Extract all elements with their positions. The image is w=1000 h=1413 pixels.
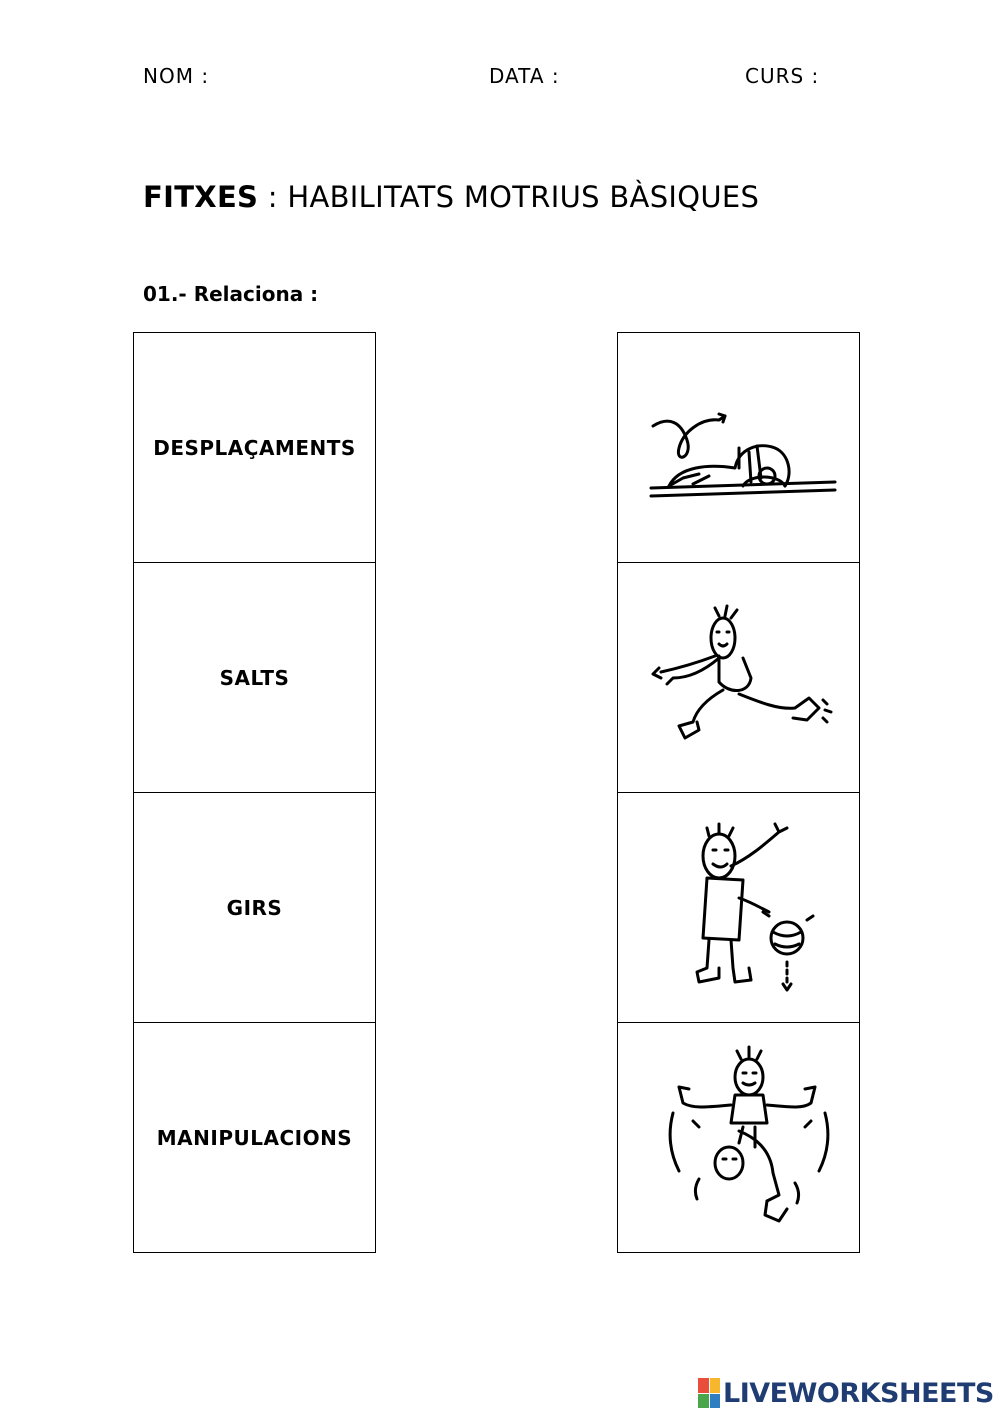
course-field-label: CURS : xyxy=(745,64,820,88)
picture-cell-jump[interactable] xyxy=(618,562,859,792)
word-cell-salts[interactable] xyxy=(134,562,375,792)
two-kids-spinning-illustration xyxy=(639,1043,839,1233)
word-label: GIRS xyxy=(226,895,283,920)
picture-column xyxy=(617,332,860,1253)
liveworksheets-logo xyxy=(698,1376,994,1410)
page-title-bold: FITXES xyxy=(143,180,259,214)
word-cell-desplacaments[interactable] xyxy=(134,333,375,562)
word-label: DESPLAÇAMENTS xyxy=(153,435,356,460)
page-title-rest: : HABILITATS MOTRIUS BÀSIQUES xyxy=(258,180,760,214)
name-field-label: NOM : xyxy=(143,64,210,88)
bouncing-ball-kid-illustration xyxy=(639,818,839,998)
word-cell-manipulacions[interactable] xyxy=(134,1022,375,1252)
word-column xyxy=(133,332,376,1253)
jumping-kid-illustration xyxy=(639,598,839,758)
forward-roll-illustration xyxy=(639,378,839,518)
exercise-heading: 01.- Relaciona : xyxy=(143,282,319,306)
picture-cell-roll[interactable] xyxy=(618,333,859,562)
picture-cell-ball[interactable] xyxy=(618,792,859,1022)
page-title xyxy=(143,180,759,214)
word-cell-girs[interactable] xyxy=(134,792,375,1022)
date-field-label: DATA : xyxy=(489,64,560,88)
word-label: MANIPULACIONS xyxy=(156,1125,353,1150)
logo-text: LIVEWORKSHEETS xyxy=(723,1377,994,1409)
word-label: SALTS xyxy=(219,665,290,690)
liveworksheets-mark-icon xyxy=(698,1378,720,1408)
picture-cell-spin[interactable] xyxy=(618,1022,859,1252)
